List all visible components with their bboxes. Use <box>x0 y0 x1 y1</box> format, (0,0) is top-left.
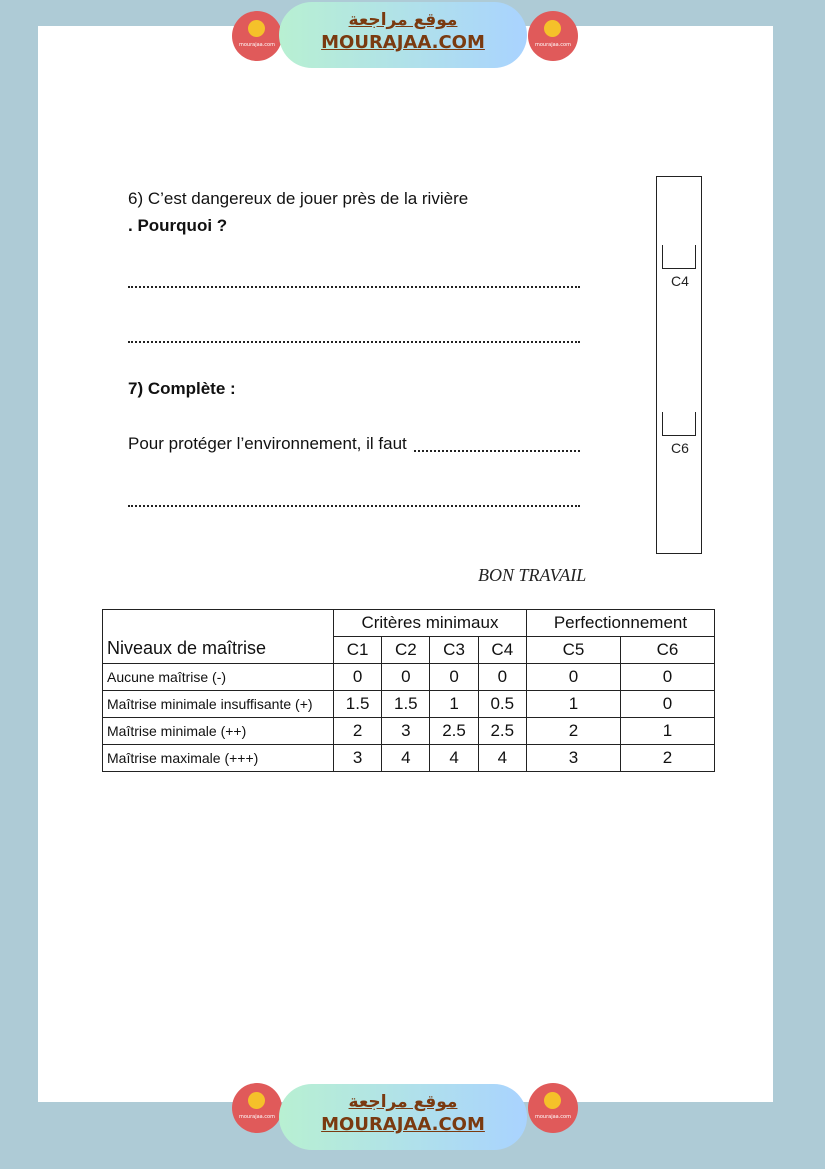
grade-label-c6: C6 <box>671 440 689 456</box>
criterion-header: C1 <box>334 637 382 664</box>
level-label: Maîtrise maximale (+++) <box>103 745 334 772</box>
score-cell: 1.5 <box>382 691 430 718</box>
criterion-header: C3 <box>430 637 478 664</box>
score-cell: 4 <box>478 745 526 772</box>
logo-badge-left <box>232 11 282 61</box>
answer-line[interactable] <box>414 450 580 452</box>
banner-site-link[interactable]: MOURAJAA.COM <box>321 1114 485 1135</box>
score-cell: 2 <box>526 718 620 745</box>
score-cell: 2 <box>334 718 382 745</box>
table-row <box>103 745 715 772</box>
criterion-header: C6 <box>620 637 714 664</box>
question-6-why: . Pourquoi ? <box>128 216 228 235</box>
grading-column <box>656 176 702 554</box>
score-cell: 0 <box>620 664 714 691</box>
group-header-minimal: Critères minimaux <box>334 610 527 637</box>
criterion-header: C5 <box>526 637 620 664</box>
badge-site-label: mourajaa.com <box>238 42 275 48</box>
score-cell: 4 <box>430 745 478 772</box>
logo-badge-right <box>528 1083 578 1133</box>
banner-site-link[interactable]: MOURAJAA.COM <box>321 32 485 53</box>
closing-message: BON TRAVAIL <box>478 565 587 585</box>
question-6-text: 6) C’est dangereux de jouer près de la rivière <box>128 189 469 208</box>
logo-icon <box>248 1092 265 1109</box>
grading-table <box>102 609 715 772</box>
banner-arabic-title: موقع مراجعة <box>348 1092 458 1112</box>
criterion-header: C2 <box>382 637 430 664</box>
table-row <box>103 664 715 691</box>
score-cell: 0 <box>526 664 620 691</box>
logo-icon <box>544 20 561 37</box>
badge-site-label: mourajaa.com <box>238 1114 275 1120</box>
level-label: Maîtrise minimale (++) <box>103 718 334 745</box>
score-cell: 2.5 <box>478 718 526 745</box>
answer-line[interactable] <box>128 505 580 507</box>
grade-box-c6[interactable] <box>662 412 696 436</box>
group-header-perfection: Perfectionnement <box>526 610 714 637</box>
score-cell: 1 <box>430 691 478 718</box>
score-cell: 4 <box>382 745 430 772</box>
site-banner-bottom[interactable] <box>279 1084 527 1150</box>
level-header: Niveaux de maîtrise <box>103 610 334 664</box>
level-label: Maîtrise minimale insuffisante (+) <box>103 691 334 718</box>
question-7-prompt: Pour protéger l’environnement, il faut <box>128 434 407 453</box>
score-cell: 3 <box>382 718 430 745</box>
logo-icon <box>544 1092 561 1109</box>
score-cell: 3 <box>526 745 620 772</box>
score-cell: 3 <box>334 745 382 772</box>
logo-badge-left <box>232 1083 282 1133</box>
score-cell: 1 <box>620 718 714 745</box>
banner-arabic-title: موقع مراجعة <box>348 10 458 30</box>
score-cell: 1 <box>526 691 620 718</box>
question-7-title: 7) Complète : <box>128 379 236 398</box>
table-row <box>103 718 715 745</box>
logo-icon <box>248 20 265 37</box>
table-row <box>103 691 715 718</box>
answer-line[interactable] <box>128 341 580 343</box>
site-banner-top[interactable] <box>279 2 527 68</box>
score-cell: 0 <box>334 664 382 691</box>
grade-label-c4: C4 <box>671 273 689 289</box>
criterion-header: C4 <box>478 637 526 664</box>
score-cell: 0 <box>382 664 430 691</box>
answer-line[interactable] <box>128 286 580 288</box>
badge-site-label: mourajaa.com <box>534 42 571 48</box>
grade-box-c4[interactable] <box>662 245 696 269</box>
score-cell: 1.5 <box>334 691 382 718</box>
badge-site-label: mourajaa.com <box>534 1114 571 1120</box>
score-cell: 2.5 <box>430 718 478 745</box>
logo-badge-right <box>528 11 578 61</box>
score-cell: 0 <box>430 664 478 691</box>
score-cell: 0.5 <box>478 691 526 718</box>
score-cell: 0 <box>620 691 714 718</box>
level-label: Aucune maîtrise (-) <box>103 664 334 691</box>
score-cell: 2 <box>620 745 714 772</box>
score-cell: 0 <box>478 664 526 691</box>
